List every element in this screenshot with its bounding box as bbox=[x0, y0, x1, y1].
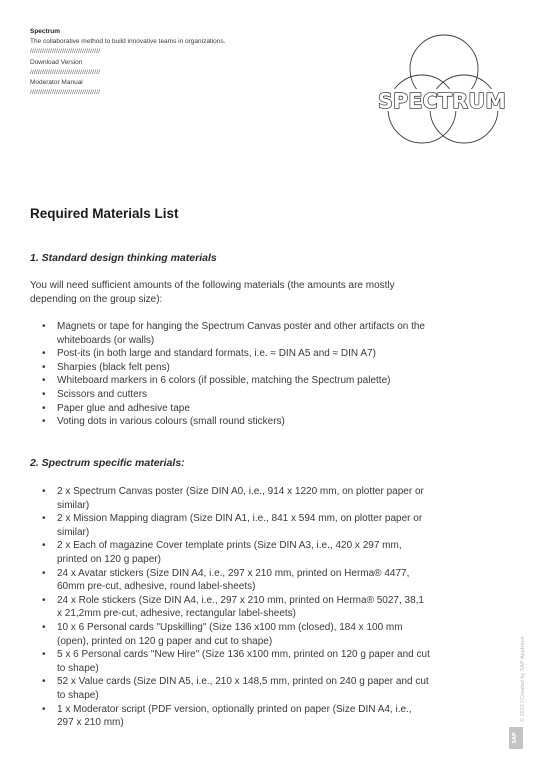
list-item: • 2 x Each of magazine Cover template prints (Size DIN A3, i.e., 420 x 297 mm, printed on 120 g paper) bbox=[30, 539, 430, 566]
list-item: • 24 x Avatar stickers (Size DIN A4, i.e., 297 x 210 mm, printed on Herma® 4477, 60mm pre-cut, adhesive, round label-sheets) bbox=[30, 567, 430, 594]
list-item: • 10 x 6 Personal cards "Upskilling" (Size 136 x100 mm (closed), 184 x 100 mm (open), printed on 120 g paper and cut to shape) bbox=[30, 621, 430, 648]
list-item: • Scissors and cutters bbox=[30, 388, 430, 402]
logo-wordmark: SPECTRUM bbox=[377, 89, 507, 113]
list-item: • Sharpies (black felt pens) bbox=[30, 361, 430, 375]
section-title-standard-materials: 1. Standard design thinking materials bbox=[30, 252, 217, 264]
list-item: • 2 x Spectrum Canvas poster (Size DIN A0, i.e., 914 x 1220 mm, on plotter paper or similar) bbox=[30, 485, 430, 512]
copyright-credit: © 2019 | Created by SAP AppHaus bbox=[520, 636, 526, 722]
list-item: • Paper glue and adhesive tape bbox=[30, 402, 430, 416]
spectrum-materials-list bbox=[30, 485, 430, 730]
header-separator: /////////////////////////////////// bbox=[30, 89, 101, 97]
section-intro: You will need sufficient amounts of the following materials (the amounts are mostly depending on the group size): bbox=[30, 280, 395, 305]
list-item: • 5 x 6 Personal cards "New Hire" (Size 136 x100 mm, printed on 120 g paper and cut to shape) bbox=[30, 648, 430, 675]
header-version: Download Version bbox=[30, 58, 83, 66]
sap-logo bbox=[509, 727, 523, 749]
list-item: • Post-its (in both large and standard formats, i.e. ≈ DIN A5 and ≈ DIN A7) bbox=[30, 347, 430, 361]
list-item: • Magnets or tape for hanging the Spectrum Canvas poster and other artifacts on the whiteboards (or walls) bbox=[30, 320, 430, 347]
list-item: • Voting dots in various colours (small round stickers) bbox=[30, 415, 430, 429]
list-item: • 24 x Role stickers (Size DIN A4, i.e., 297 x 210 mm, printed on Herma® 5027, 38,1 x 21,2mm pre-cut, adhesive, rectangular label-sheets) bbox=[30, 594, 430, 621]
page-title: Required Materials List bbox=[30, 206, 179, 221]
list-item: • Whiteboard markers in 6 colors (if possible, matching the Spectrum palette) bbox=[30, 374, 430, 388]
list-item: • 52 x Value cards (Size DIN A5, i.e., 210 x 148,5 mm, printed on 240 g paper and cut to shape) bbox=[30, 675, 430, 702]
header-separator: /////////////////////////////////// bbox=[30, 48, 101, 56]
header-tagline: The collaborative method to build innovative teams in organizations. bbox=[30, 38, 226, 46]
list-item: • 1 x Moderator script (PDF version, optionally printed on paper (Size DIN A4, i.e., 297 x 210 mm) bbox=[30, 703, 430, 730]
header-manual: Moderator Manual bbox=[30, 79, 83, 87]
document-header bbox=[30, 27, 290, 98]
header-title: Spectrum bbox=[30, 28, 60, 35]
header-separator: /////////////////////////////////// bbox=[30, 68, 101, 76]
list-item: • 2 x Mission Mapping diagram (Size DIN A1, i.e., 841 x 594 mm, on plotter paper or similar) bbox=[30, 512, 430, 539]
spectrum-logo bbox=[372, 33, 512, 153]
section-title-spectrum-materials: 2. Spectrum specific materials: bbox=[30, 457, 185, 469]
sap-logo-text: SAP bbox=[512, 732, 518, 744]
standard-materials-list bbox=[30, 320, 430, 429]
